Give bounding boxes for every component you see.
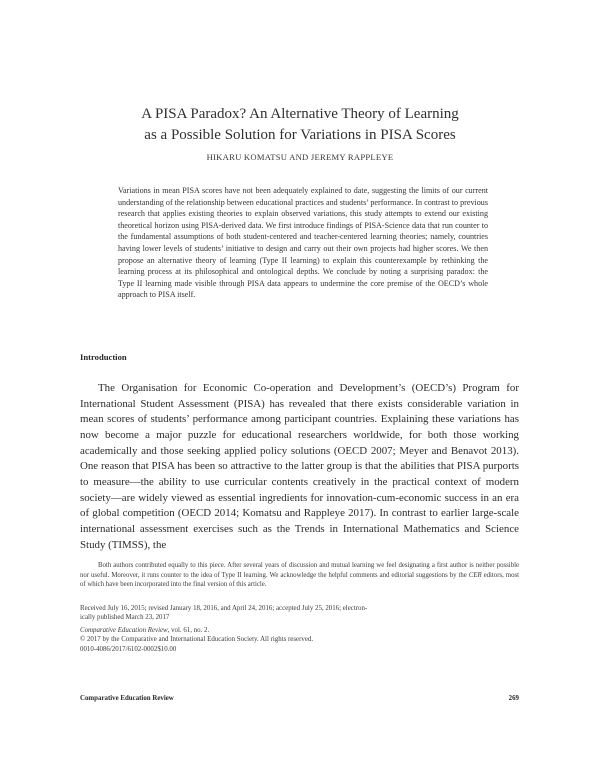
page-number: 269 (508, 695, 519, 702)
title-line-2: as a Possible Solution for Variations in PISA Scores (144, 127, 456, 143)
author-footnote (80, 561, 519, 590)
article-title (0, 104, 600, 146)
introduction-paragraph: The Organisation for Economic Co-operation and Development’s (OECD’s) Program for International Student Assessment (PISA) has revealed that there exists considerable variation in mean scores of students’ performance among participant countries. Explaining these variations has now become a major puzzle for educational researchers worldwide, for both those working academically and those seeking applied policy solutions (OECD 2007; Meyer and Benavot 2013). One reason that PISA has been so attractive to the latter group is that the abilities that PISA purports to measure—the ability to use curricular contents creatively in the practical context of modern society—are widely viewed as essential ingredients for innovation-cum-economic success in an era of global competition (OECD 2014; Komatsu and Rappleye 2017). In contrast to earlier large-scale international assessment exercises such as the Trends in International Mathematics and Science Study (TIMSS), the (80, 382, 519, 551)
title-line-1: A PISA Paradox? An Alternative Theory of Learning (141, 106, 459, 122)
footnote-text-before: Both authors contributed equally to this piece. After several years of discussion and mutual learning we feel designating a first author is neither possible nor useful. Moreover, it runs counter to the idea of Type II learning. We acknowledge the helpful comments and editorial suggestions by the (80, 562, 519, 579)
citation-line (80, 626, 519, 635)
copyright-line: © 2017 by the Comparative and International Education Society. All rights reserved. (80, 636, 314, 644)
author-names: HIKARU KOMATSU AND JEREMY RAPPLEYE (206, 152, 394, 162)
abstract: Variations in mean PISA scores have not been adequately explained to date, suggesting the limits of our current understanding of the relationship between educational practices and students’ performance. In contrast to previous research that applies existing theories to explain observed variations, this study attempts to extend our existing theoretical horizon using PISA-derived data. We first introduce findings of PISA-Science data that run counter to the fundamental assumptions of both student-centered and teacher-centered learning theories; namely, countries having lower levels of students’ initiative to design and carry out their own projects had higher scores. We then propose an alternative theory of learning (Type II learning) to explain this counterexample by rethinking the learning process at its philosophical and ontological depths. We conclude by noting a surprising paradox: the Type II learning made visible through PISA data appears to undermine the core premise of the OECD’s whole approach to PISA itself. (118, 186, 488, 300)
received-dates-line-2: ically published March 23, 2017 (80, 614, 170, 622)
section-heading-introduction: Introduction (80, 352, 127, 362)
citation-volume: , vol. 61, no. 2. (167, 626, 210, 634)
issn-line: 0010-4086/2017/6102-0002$10.00 (80, 645, 177, 653)
citation-journal: Comparative Education Review (80, 626, 168, 634)
footnote-text-after: editors, most of which have been incorporated into the final version of this article. (80, 571, 519, 589)
publication-info (80, 604, 519, 654)
footer-journal-name: Comparative Education Review (80, 695, 174, 702)
received-dates-line-1: Received July 16, 2015; revised January 18, 2016, and April 24, 2016; accepted July 25, 2016; electron- (80, 605, 368, 612)
footnote-journal-abbrev: CER (468, 571, 482, 579)
